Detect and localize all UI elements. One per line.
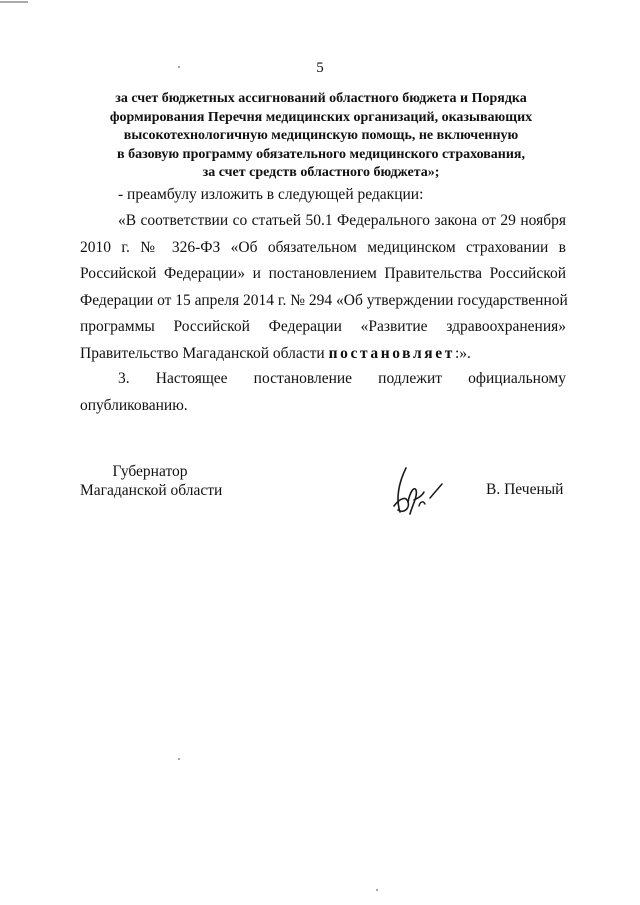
item-3-line: 3. Настоящее постановление подлежит официальному	[118, 370, 566, 387]
scan-speck	[178, 758, 180, 760]
signatory-title	[80, 462, 223, 500]
quote-line: программы Российской Федерации «Развитие здравоохранения»	[80, 318, 566, 335]
preamble-instruction: - преамбулу изложить в следующей редакции:	[118, 186, 424, 203]
preamble-quote	[80, 208, 566, 367]
signatory-title-line: Губернатор	[112, 463, 188, 480]
scan-speck	[376, 889, 378, 891]
margin-mark	[0, 0, 30, 4]
signatory-name: В. Печеный	[486, 481, 564, 498]
quote-line: Российской Федерации» и постановлением Правительства Российской	[80, 265, 566, 282]
title-line: за счет бюджетных ассигнований областного бюджета и Порядка	[115, 91, 527, 106]
quote-last-line	[80, 341, 566, 368]
item-3	[80, 366, 566, 419]
quote-line: «В соответствии со статьей 50.1 Федерального закона от 29 ноября	[118, 212, 566, 229]
quote-line: 2010 г. № 326-ФЗ «Об обязательном медицинском страховании в	[80, 238, 566, 256]
quote-last-suffix: :».	[454, 344, 471, 362]
page-number: 5	[316, 60, 324, 76]
document-title	[80, 90, 562, 183]
item-3-line: опубликованию.	[80, 396, 188, 414]
title-line: высокотехнологичную медицинскую помощь, не включенную	[123, 128, 519, 143]
decree-keyword: постановляет	[328, 344, 455, 362]
quote-last-prefix: Правительство Магаданской области	[80, 344, 329, 362]
quote-line: Федерации от 15 апреля 2014 г. № 294 «Об утверждении государственной	[80, 291, 568, 309]
title-line: формирования Перечня медицинских организаций, оказывающих	[109, 109, 533, 125]
title-line: в базовую программу обязательного медицинского страхования,	[117, 146, 525, 162]
signatory-title-line: Магаданской области	[80, 482, 223, 499]
handwritten-signature	[386, 462, 450, 520]
title-line: за счет средств областного бюджета»;	[202, 165, 440, 180]
